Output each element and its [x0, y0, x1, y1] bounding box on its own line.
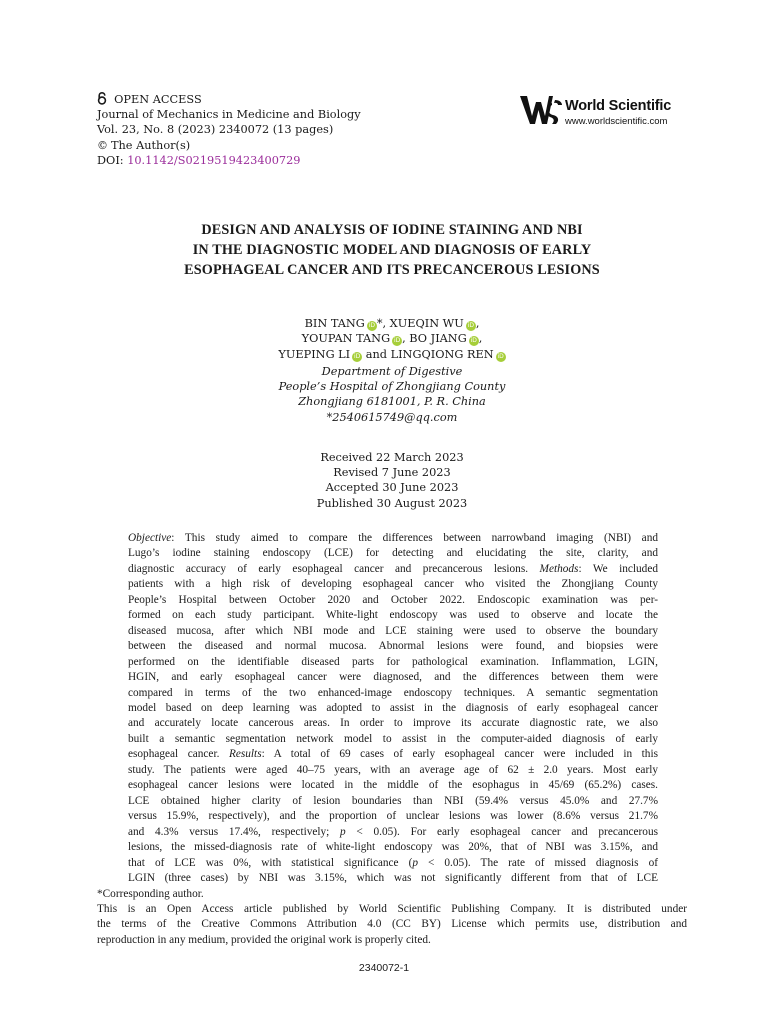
orcid-icon[interactable]: iD: [393, 337, 401, 345]
title-line: ESOPHAGEAL CANCER AND ITS PRECANCEROUS LESIONS: [184, 262, 600, 278]
corresponding-author-note: *Corresponding author.: [97, 888, 204, 900]
copyright-text: The Author(s): [111, 138, 191, 152]
author-line: [150, 347, 634, 362]
orcid-icon[interactable]: iD: [470, 337, 477, 345]
abstract-line: diagnostic accuracy of early esophageal cancer and precancerous lesions. Methods: We included: [128, 562, 658, 575]
doi-link[interactable]: 10.1142/S0219519423400729: [127, 153, 301, 167]
publication-history: [150, 450, 634, 511]
methods-label: Methods: [539, 562, 579, 575]
affiliation-address: Zhongjiang 6181001, P. R. China: [298, 395, 486, 409]
author-separator: *,: [376, 317, 390, 330]
abstract-line: lesions, the missed-diagnosis rate of white-light endoscopy was 20%, that of NBI was 3.15%, and: [128, 841, 658, 854]
results-label: Results: [228, 748, 262, 761]
open-lock-icon: [97, 92, 111, 107]
abstract-line: and 4.3% versus 17.4%, respectively; p < 0.05). For early esophageal cancer and precancerous: [128, 825, 658, 838]
abstract-line: People’s Hospital between October 2020 and October 2022. Endoscopic examination was per-: [128, 593, 658, 606]
author-name: BO JIANG: [409, 332, 467, 346]
orcid-icon[interactable]: iD: [368, 322, 375, 329]
affiliation: [150, 364, 634, 425]
objective-label: Objective: [128, 532, 172, 544]
abstract-line: between the diseased and normal mucosa. Abnormal lesions were found, and biopsies were: [128, 640, 658, 653]
abstract-line: model based on deep learning was adopted to assist in the diagnosis of early esophageal cancer: [128, 701, 658, 714]
abstract: [128, 531, 658, 886]
p-symbol: p: [412, 856, 418, 869]
paper-title: [100, 220, 684, 280]
copyright-icon: ©: [97, 138, 108, 152]
orcid-icon[interactable]: iD: [497, 352, 504, 360]
abstract-line: compared in terms of the two enhanced-image endoscopy techniques. A semantic segmentation: [128, 686, 658, 699]
author-line: [150, 331, 634, 346]
journal-name: Journal of Mechanics in Medicine and Biology: [97, 108, 361, 122]
world-scientific-logo-icon: [519, 93, 563, 131]
doi-line: [97, 153, 427, 168]
author-name: YUEPING LI: [278, 347, 351, 361]
open-access-label: OPEN ACCESS: [114, 93, 202, 106]
publisher-logo: [519, 93, 689, 129]
abstract-line: HGIN, and early esophageal cancer were diagnosed, and the differences between them were: [128, 671, 658, 684]
orcid-icon[interactable]: iD: [467, 322, 474, 329]
affiliation-department: Department of Digestive: [321, 365, 463, 378]
abstract-line: Objective: This study aimed to compare the differences between narrowband imaging (NBI) and: [128, 532, 658, 544]
abstract-line: Lugo’s iodine staining endoscopy (LCE) for detecting and elucidating the site, clarity, and: [128, 547, 658, 560]
article-metadata: [97, 92, 427, 168]
abstract-line: built a semantic segmentation network model to assist in the computer-aided diagnosis of early: [128, 732, 658, 745]
abstract-line: esophageal cancer. Results: A total of 69 cases of early esophageal cancer were included in this: [128, 748, 658, 761]
license-line: the terms of the Creative Commons Attribution 4.0 (CC BY) License which permits use, distribution and: [97, 918, 687, 931]
author-separator: and: [362, 347, 391, 361]
author-name: XUEQIN WU: [389, 317, 464, 330]
abstract-line: that of LCE was 0%, with statistical significance (p < 0.05). The rate of missed diagnosis of: [128, 856, 658, 869]
footnote: [97, 887, 687, 948]
abstract-line: diseased mucosa, after which NBI mode and LCE staining were used to observe the boundary: [128, 624, 658, 637]
abstract-line: study. The patients were aged 40–75 years, with an average age of 62 ± 2.0 years. Most early: [128, 763, 658, 776]
p-symbol: p: [340, 825, 346, 838]
orcid-icon[interactable]: iD: [354, 352, 361, 360]
author-line: [150, 316, 634, 331]
license-line: reproduction in any medium, provided the original work is properly cited.: [97, 933, 431, 946]
abstract-line: versus 15.9%, respectively), and the proportion of unclear lesions was lower (8.6% versus 21.7%: [128, 810, 658, 823]
doi-label: DOI:: [97, 153, 124, 167]
page-number: 2340072-1: [358, 962, 410, 974]
author-name: YOUPAN TANG: [301, 332, 391, 346]
author-separator: ,: [402, 332, 410, 346]
copyright-line: [97, 138, 427, 153]
title-line: IN THE DIAGNOSTIC MODEL AND DIAGNOSIS OF EARLY: [192, 242, 592, 258]
abstract-line: patients with a high risk of developing esophageal cancer who visited the Zhongjiang County: [128, 578, 658, 591]
abstract-line: performed on the identifiable diseased parts for pathological examination. Inflammation, LGIN,: [128, 655, 658, 668]
open-access-line: [97, 92, 427, 107]
license-line: This is an Open Access article published by World Scientific Publishing Company. It is distributed under: [97, 903, 687, 916]
abstract-line: formed on each study participant. White-light endoscopy was used to observe and locate the: [128, 609, 658, 622]
publisher-url[interactable]: www.worldscientific.com: [565, 116, 668, 127]
author-list: [150, 316, 634, 362]
abstract-line: LCE obtained higher clarity of lesion boundaries than NBI (59.4% versus 45.0% and 27.7%: [128, 794, 658, 807]
author-name: BIN TANG: [304, 317, 365, 330]
author-separator: ,: [475, 317, 480, 330]
author-name: LINGQIONG REN: [390, 347, 494, 361]
corresponding-email[interactable]: *2540615749@qq.com: [326, 410, 458, 424]
affiliation-institution: People’s Hospital of Zhongjiang County: [278, 380, 506, 394]
publisher-name: World Scientific: [565, 98, 672, 114]
accepted-date: Accepted 30 June 2023: [325, 481, 459, 495]
revised-date: Revised 7 June 2023: [333, 466, 451, 480]
received-date: Received 22 March 2023: [320, 451, 464, 464]
author-separator: ,: [478, 332, 483, 346]
abstract-line: esophageal cancer lesions were located in the middle of the esophagus in 45/69 (65.2%) cases.: [128, 779, 658, 792]
volume-info: Vol. 23, No. 8 (2023) 2340072 (13 pages): [97, 123, 334, 137]
title-line: DESIGN AND ANALYSIS OF IODINE STAINING AND NBI: [201, 222, 583, 238]
abstract-line: LGIN (three cases) by NBI was 3.15%, which was not significantly different from that of LCE: [128, 871, 658, 884]
published-date: Published 30 August 2023: [316, 496, 468, 510]
abstract-line: and accurately locate cancerous areas. In order to improve its accurate diagnostic rate, we also: [128, 717, 658, 730]
